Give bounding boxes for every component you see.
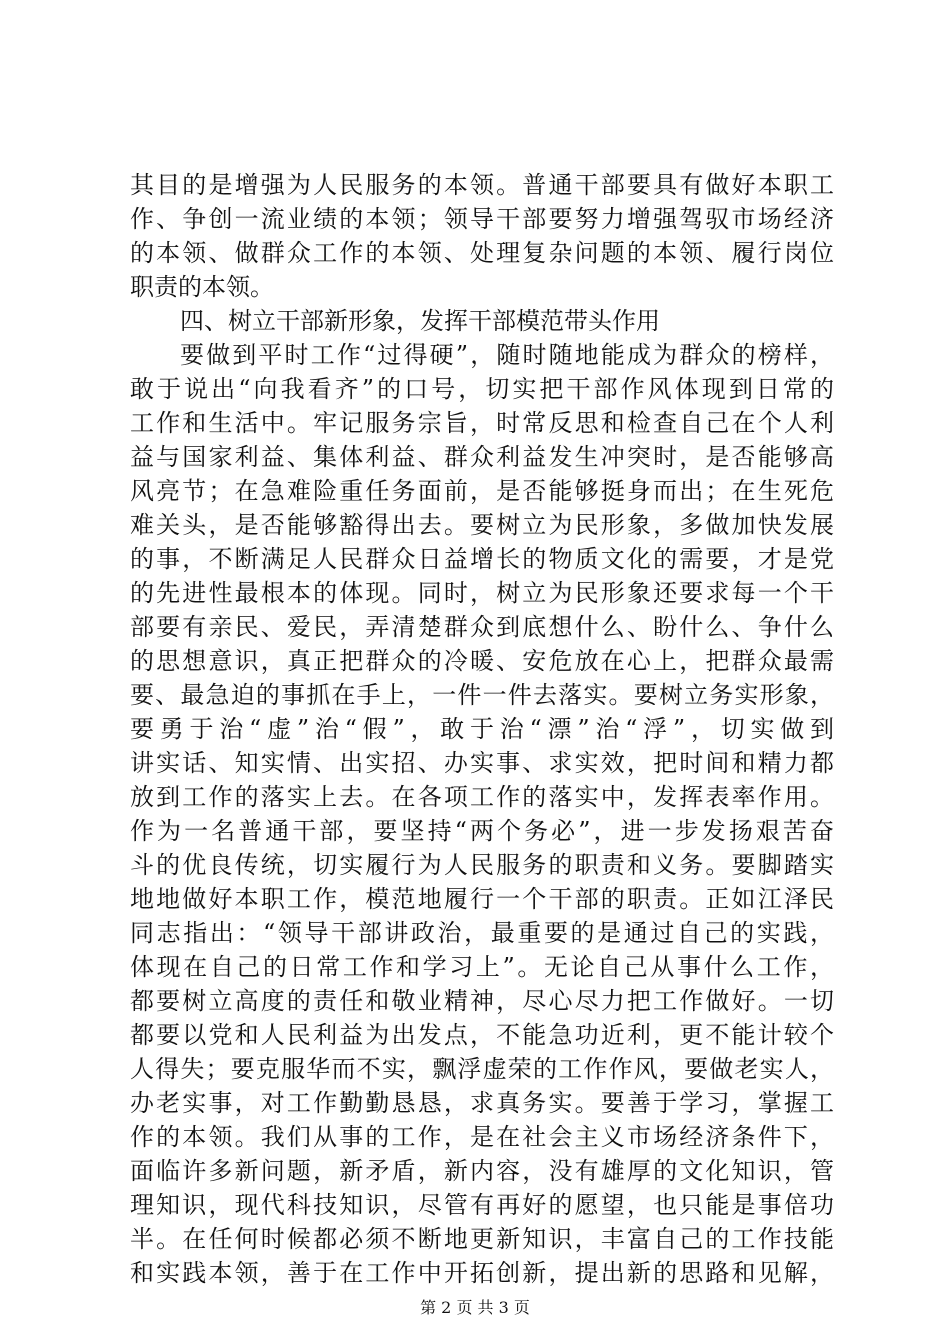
text-line: 同志指出：“领导干部讲政治，最重要的是通过自己的实践，	[130, 919, 834, 947]
page-number-footer: 第 2 页 共 3 页	[420, 1298, 530, 1317]
text-line: 的思想意识，真正把群众的冷暖、安危放在心上，把群众最需	[130, 647, 834, 675]
text-line: 其目的是增强为人民服务的本领。普通干部要具有做好本职工	[130, 171, 834, 199]
text-line: 都要树立高度的责任和敬业精神，尽心尽力把工作做好。一切	[130, 987, 834, 1015]
section-heading: 四、树立干部新形象，发挥干部模范带头作用	[180, 307, 660, 335]
text-line: 难关头，是否能够豁得出去。要树立为民形象，多做加快发展	[130, 511, 834, 539]
text-line: 风亮节；在急难险重任务面前，是否能够挺身而出；在生死危	[130, 477, 834, 505]
text-line: 斗的优良传统，切实履行为人民服务的职责和义务。要脚踏实	[130, 851, 834, 879]
text-line: 办老实事，对工作勤勤恳恳，求真务实。要善于学习，掌握工	[130, 1089, 834, 1117]
text-line: 部要有亲民、爱民，弄清楚群众到底想什么、盼什么、争什么	[130, 613, 834, 641]
text-line: 半。在任何时候都必须不断地更新知识，丰富自己的工作技能	[130, 1225, 834, 1253]
text-line: 要勇于治“虚”治“假”，敢于治“漂”治“浮”，切实做到	[130, 715, 834, 743]
text-line: 理知识，现代科技知识，尽管有再好的愿望，也只能是事倍功	[130, 1191, 834, 1219]
text-line: 益与国家利益、集体利益、群众利益发生冲突时，是否能够高	[130, 443, 834, 471]
text-line: 的先进性最根本的体现。同时，树立为民形象还要求每一个干	[130, 579, 834, 607]
text-line: 的本领、做群众工作的本领、处理复杂问题的本领、履行岗位	[130, 239, 834, 267]
text-line: 要做到平时工作“过得硬”，随时随地能成为群众的榜样，	[180, 341, 834, 369]
text-line: 要、最急迫的事抓在手上，一件一件去落实。要树立务实形象，	[130, 681, 834, 709]
text-line: 工作和生活中。牢记服务宗旨，时常反思和检查自己在个人利	[130, 409, 834, 437]
text-line: 职责的本领。	[130, 273, 274, 301]
text-line: 放到工作的落实上去。在各项工作的落实中，发挥表率作用。	[130, 783, 834, 811]
text-line: 作的本领。我们从事的工作，是在社会主义市场经济条件下，	[130, 1123, 834, 1151]
text-line: 体现在自己的日常工作和学习上”。无论自己从事什么工作，	[130, 953, 834, 981]
text-line: 敢于说出“向我看齐”的口号，切实把干部作风体现到日常的	[130, 375, 834, 403]
text-line: 作为一名普通干部，要坚持“两个务必”，进一步发扬艰苦奋	[130, 817, 834, 845]
text-line: 面临许多新问题，新矛盾，新内容，没有雄厚的文化知识，管	[130, 1157, 834, 1185]
text-line: 都要以党和人民利益为出发点，不能急功近利，更不能计较个	[130, 1021, 834, 1049]
text-line: 讲实话、知实情、出实招、办实事、求实效，把时间和精力都	[130, 749, 834, 777]
text-line: 和实践本领，善于在工作中开拓创新，提出新的思路和见解，	[130, 1259, 834, 1287]
text-line: 人得失；要克服华而不实，飘浮虚荣的工作作风，要做老实人，	[130, 1055, 834, 1083]
text-line: 作、争创一流业绩的本领；领导干部要努力增强驾驭市场经济	[130, 205, 834, 233]
text-line: 的事，不断满足人民群众日益增长的物质文化的需要，才是党	[130, 545, 834, 573]
document-body	[130, 168, 834, 1290]
text-line: 地地做好本职工作，模范地履行一个干部的职责。正如江泽民	[130, 885, 834, 913]
